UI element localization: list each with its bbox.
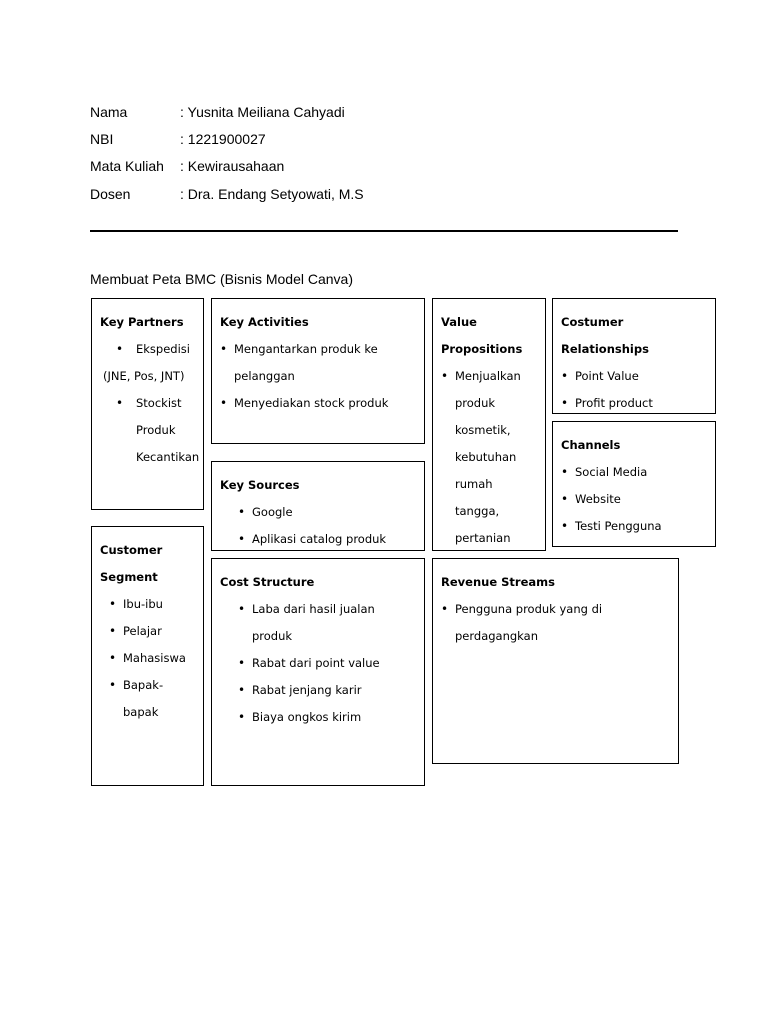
list-item: [441, 444, 537, 471]
list-item-text: Ibu-ibu: [123, 597, 163, 611]
list-item: [441, 525, 537, 552]
value-propositions-list: [441, 363, 537, 579]
nama-label: Nama: [90, 104, 128, 120]
list-item: [100, 363, 195, 390]
list-item-text: rumah tangga,: [455, 477, 500, 518]
customer-segment-title-line2: Segment: [100, 570, 158, 584]
channels-list: [561, 459, 707, 540]
header-divider: [90, 230, 678, 232]
value-propositions-title-line2: Propositions: [441, 342, 523, 356]
dosen-label: Dosen: [90, 186, 131, 202]
list-item: [100, 699, 195, 726]
list-item: [100, 645, 195, 672]
key-sources-title: Key Sources: [220, 478, 300, 492]
list-item-text: Pelajar: [123, 624, 162, 638]
list-item: [100, 591, 195, 618]
list-item: [100, 618, 195, 645]
list-item: [220, 499, 416, 526]
list-item-text: Mahasiswa: [123, 651, 186, 665]
nbi-label: NBI: [90, 131, 114, 147]
list-item-text: Aplikasi catalog produk: [252, 532, 387, 546]
list-item: [220, 650, 416, 677]
customer-segment-box: [91, 526, 204, 786]
key-sources-list: [220, 499, 416, 553]
list-item: • Mengantarkan produk ke: [220, 336, 416, 363]
cost-structure-title: Cost Structure: [220, 575, 315, 589]
list-item: • Stockist: [100, 390, 195, 417]
list-item-text: produk: [455, 396, 496, 410]
list-item: [100, 444, 200, 471]
list-item: • Ekspedisi: [100, 336, 195, 363]
cost-structure-list: [220, 596, 416, 731]
list-item: [441, 390, 537, 417]
revenue-streams-title: Revenue Streams: [441, 575, 555, 589]
key-partners-box: [91, 298, 204, 510]
list-item-text: Rabat dari point value: [252, 656, 380, 670]
list-item: • Menjualkan: [441, 363, 537, 390]
list-item: • Menyediakan stock produk: [220, 390, 416, 417]
key-activities-box: [211, 298, 425, 444]
list-item: [100, 417, 195, 444]
revenue-streams-box: [432, 558, 679, 764]
key-partners-title: Key Partners: [100, 315, 184, 329]
list-item: • Website: [561, 486, 707, 513]
list-item: • Testi Pengguna: [561, 513, 707, 540]
list-item-text: Produk: [136, 423, 176, 437]
list-item-text: kosmetik,: [455, 423, 511, 437]
dosen-value: : Dra. Endang Setyowati, M.S: [180, 186, 364, 202]
list-item: [441, 471, 537, 525]
list-item-text: perdagangkan: [455, 629, 538, 643]
key-activities-list: [220, 336, 416, 417]
key-activities-title: Key Activities: [220, 315, 309, 329]
list-item: [220, 526, 416, 553]
list-item-text: Bapak-: [123, 678, 164, 692]
cost-structure-box: [211, 558, 425, 786]
list-item-text: pertanian: [455, 531, 511, 545]
value-propositions-box: [432, 298, 546, 551]
list-item: • Social Media: [561, 459, 707, 486]
list-item-text: kebutuhan: [455, 450, 517, 464]
list-item-text: Laba dari hasil jualan produk: [252, 602, 375, 643]
customer-relationships-title: Costumer Relationships: [561, 315, 649, 356]
canvas-caption: Membuat Peta BMC (Bisnis Model Canva): [90, 271, 353, 287]
list-item: [220, 363, 416, 390]
customer-segment-list: [100, 591, 195, 726]
customer-relationships-box: [552, 298, 716, 414]
list-item: [441, 623, 670, 650]
list-item-text: pelanggan: [234, 369, 295, 383]
list-item-text: (JNE, Pos, JNT): [103, 369, 185, 383]
mata-kuliah-label: Mata Kuliah: [90, 158, 164, 174]
customer-segment-title-line1: Customer: [100, 543, 163, 557]
list-item: [100, 672, 195, 699]
revenue-streams-list: [441, 596, 670, 650]
list-item: [220, 677, 416, 704]
list-item-text: Rabat jenjang karir: [252, 683, 362, 697]
list-item-text: Biaya ongkos kirim: [252, 710, 362, 724]
list-item: [220, 596, 416, 650]
list-item: • Profit product: [561, 390, 707, 417]
key-sources-box: [211, 461, 425, 551]
list-item-text: Kecantikan: [136, 450, 200, 464]
list-item: • Point Value: [561, 363, 707, 390]
list-item: [220, 704, 416, 731]
mata-kuliah-value: : Kewirausahaan: [180, 158, 285, 174]
list-item-text: Google: [252, 505, 293, 519]
nbi-value: : 1221900027: [180, 131, 266, 147]
nama-value: : Yusnita Meiliana Cahyadi: [180, 104, 345, 120]
list-item: • Pengguna produk yang di: [441, 596, 670, 623]
list-item: [441, 417, 537, 444]
channels-title: Channels: [561, 438, 621, 452]
value-propositions-title-line1: Value: [441, 315, 477, 329]
list-item-text: bapak: [123, 705, 159, 719]
key-partners-list: [100, 336, 200, 471]
channels-box: [552, 421, 716, 547]
